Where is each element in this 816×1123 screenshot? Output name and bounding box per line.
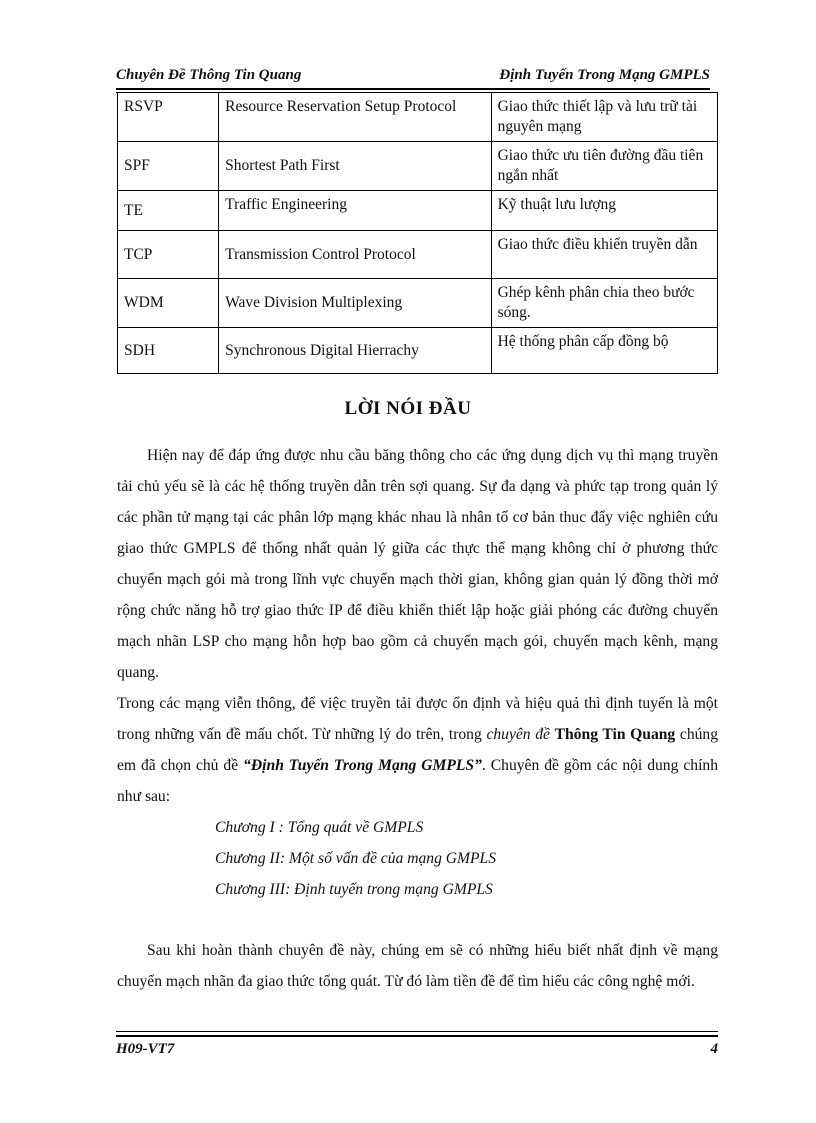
- abbr-cell: SDH: [118, 328, 219, 374]
- footer-class-code: H09-VT7: [116, 1041, 175, 1057]
- course-name: Thông Tin Quang: [554, 726, 676, 743]
- page-footer: [116, 1031, 718, 1061]
- footer-rule-thin: [116, 1031, 718, 1032]
- list-item: Chương II: Một số vấn đề của mạng GMPLS: [215, 850, 497, 867]
- table-row: [118, 191, 718, 231]
- intro-paragraph: Hiện nay để đáp ứng được nhu cầu băng thông cho các ứng dụng dịch vụ thì mạng truyền tải chủ yếu sẽ là các hệ thống truyền dẫn trên sợi quang. Sự đa dạng và phức tạp trong quản lý các phần tử mạng tại các phân lớp mạng khác nhau là nhân tố cơ bản thuc đẩy việc nghiên cứu giao thức GMPLS để thống nhất quản lý giữa các thực thể mạng không chỉ ở phương thức chuyển mạch gói mà trong lĩnh vực chuyển mạch thời gian, không gian quản lý đồng thời mở rộng chức năng hỗ trợ giao thức IP để điều khiển thiết lập hoặc giải phóng các đường chuyển mạch nhãn LSP cho mạng hỗn hợp bao gồm cả chuyển mạch gói, chuyển mạch kênh, mạng quang.: [117, 447, 718, 681]
- term-cell: Synchronous Digital Hierrachy: [219, 328, 491, 374]
- list-item: Chương I : Tổng quát về GMPLS: [215, 819, 424, 836]
- meaning-cell: Giao thức thiết lập và lưu trữ tài nguyên mạng: [491, 93, 717, 142]
- term-cell: Resource Reservation Setup Protocol: [219, 93, 491, 142]
- list-item: Chương III: Định tuyến trong mạng GMPLS: [215, 881, 493, 898]
- meaning-cell: Hệ thống phân cấp đồng bộ: [491, 328, 717, 374]
- table-row: [118, 231, 718, 279]
- spacer: [117, 905, 718, 935]
- purpose-text-2: chúng em đã chọn chủ đề: [117, 726, 719, 774]
- term-cell: Wave Division Multiplexing: [219, 279, 491, 328]
- page-header: [116, 64, 710, 90]
- term-cell: Traffic Engineering: [219, 191, 491, 231]
- chapter-list: [215, 812, 718, 905]
- abbreviation-table: [117, 92, 718, 374]
- abbr-cell: RSVP: [118, 93, 219, 142]
- meaning-cell: Kỹ thuật lưu lượng: [491, 191, 717, 231]
- header-right-title: Định Tuyến Trong Mạng GMPLS: [499, 67, 710, 83]
- header-rule: [116, 88, 710, 90]
- page-number: 4: [710, 1041, 718, 1057]
- table-row: [118, 142, 718, 191]
- abbr-cell: TCP: [118, 231, 219, 279]
- section-title: LỜI NÓI ĐẦU: [344, 398, 472, 419]
- purpose-text-3: . Chuyên đề gồm các nội dung chính như sau:: [117, 757, 718, 805]
- abbr-cell: WDM: [118, 279, 219, 328]
- meaning-cell: Giao thức ưu tiên đường đầu tiên ngắn nhất: [491, 142, 717, 191]
- table-row: [118, 279, 718, 328]
- purpose-paragraph: [117, 688, 718, 812]
- meaning-cell: Giao thức điều khiển truyền dẫn: [491, 231, 717, 279]
- conclusion-paragraph: Sau khi hoàn thành chuyên đề này, chúng em sẽ có những hiểu biết nhất định về mạng chuyển mạch nhãn đa giao thức tổng quát. Từ đó làm tiền đề để tìm hiểu các công nghệ mới.: [117, 942, 718, 990]
- body-text: [117, 440, 718, 997]
- header-left-title: Chuyên Đề Thông Tin Quang: [116, 67, 302, 83]
- term-cell: Transmission Control Protocol: [219, 231, 491, 279]
- footer-rule: [116, 1035, 718, 1037]
- meaning-cell: Ghép kênh phân chia theo bước sóng.: [491, 279, 717, 328]
- purpose-italic: chuyên đề: [486, 726, 550, 743]
- abbr-cell: TE: [118, 191, 219, 231]
- table-row: [118, 93, 718, 142]
- purpose-text: Trong các mạng viễn thông, để việc truyền tải được ổn định và hiệu quả thì định tuyến là một trong những vấn đề mấu chốt. Từ những lý do trên, trong: [117, 695, 718, 743]
- table-row: [118, 328, 718, 374]
- abbr-cell: SPF: [118, 142, 219, 191]
- term-cell: Shortest Path First: [219, 142, 491, 191]
- topic-name: “Định Tuyến Trong Mạng GMPLS”: [243, 757, 482, 774]
